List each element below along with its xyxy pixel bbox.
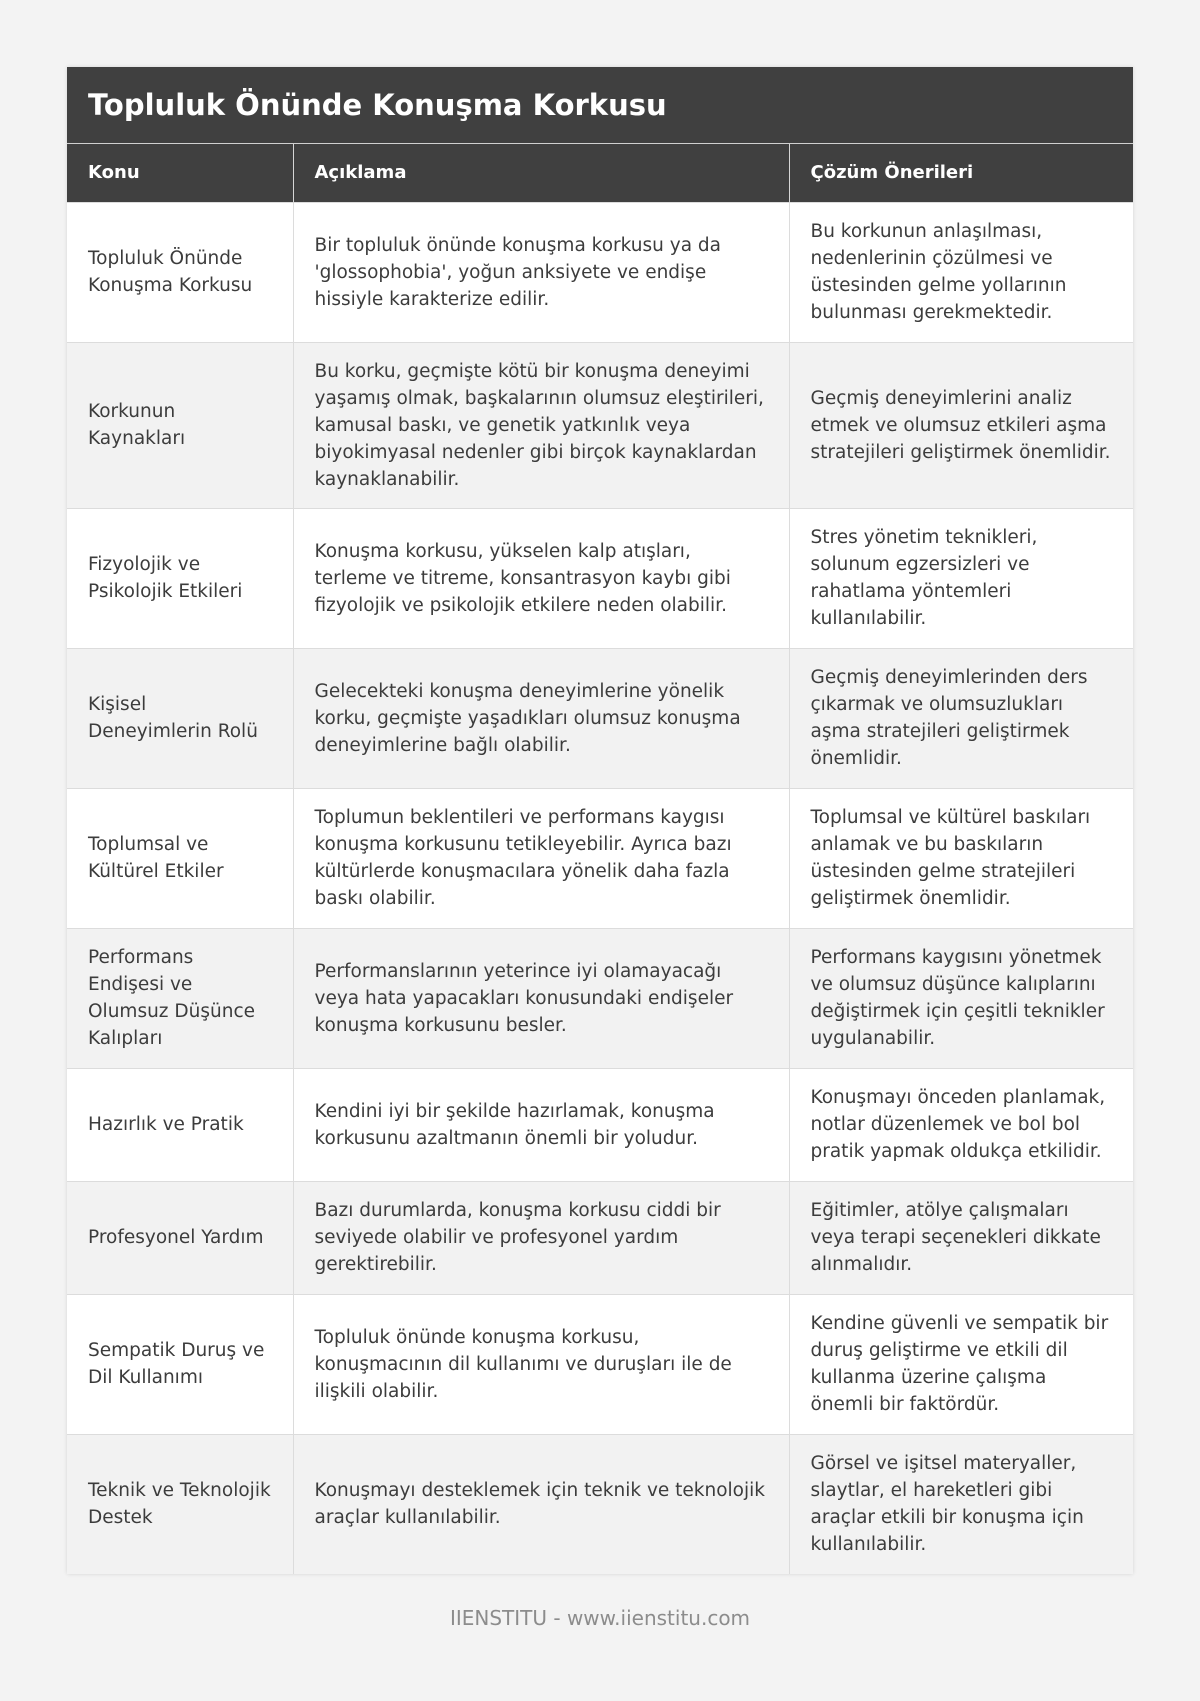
table-row (67, 1434, 1133, 1574)
cell-cozum: Kendine güvenli ve sempatik bir duruş geliştirme ve etkili dil kullanma üzerine çalışma önemli bir faktördür. (789, 1294, 1133, 1434)
table-row (67, 342, 1133, 508)
cell-konu: Kişisel Deneyimlerin Rolü (67, 648, 293, 788)
table-row (67, 648, 1133, 788)
cell-aciklama: Topluluk önünde konuşma korkusu, konuşmacının dil kullanımı ve duruşları ile de ilişkili olabilir. (293, 1294, 789, 1434)
cell-aciklama: Bir topluluk önünde konuşma korkusu ya da 'glossophobia', yoğun anksiyete ve endişe hissiyle karakterize edilir. (293, 202, 789, 342)
footer-credit: IIENSTITU - www.iienstitu.com (449, 1606, 751, 1630)
column-header-cozum: Çözüm Önerileri (789, 144, 1133, 202)
table-row (67, 508, 1133, 648)
cell-cozum: Bu korkunun anlaşılması, nedenlerinin çözülmesi ve üstesinden gelme yollarının bulunması gerekmektedir. (789, 202, 1133, 342)
cell-aciklama: Bazı durumlarda, konuşma korkusu ciddi bir seviyede olabilir ve profesyonel yardım gerektirebilir. (293, 1181, 789, 1294)
table-card (67, 67, 1133, 1574)
cell-cozum: Eğitimler, atölye çalışmaları veya terapi seçenekleri dikkate alınmalıdır. (789, 1181, 1133, 1294)
cell-konu: Korkunun Kaynakları (67, 342, 293, 508)
cell-cozum: Stres yönetim teknikleri, solunum egzersizleri ve rahatlama yöntemleri kullanılabilir. (789, 508, 1133, 648)
cell-cozum: Performans kaygısını yönetmek ve olumsuz düşünce kalıplarını değiştirmek için çeşitli teknikler uygulanabilir. (789, 928, 1133, 1068)
header-row (67, 144, 1133, 202)
cell-cozum: Toplumsal ve kültürel baskıları anlamak ve bu baskıların üstesinden gelme stratejileri geliştirmek önemlidir. (789, 788, 1133, 928)
cell-aciklama: Bu korku, geçmişte kötü bir konuşma deneyimi yaşamış olmak, başkalarının olumsuz eleştirileri, kamusal baskı, ve genetik yatkınlık veya biyokimyasal nedenler gibi birçok kaynaklardan kaynaklanabilir. (293, 342, 789, 508)
cell-konu: Teknik ve Teknolojik Destek (67, 1434, 293, 1574)
table-row (67, 1068, 1133, 1181)
data-table (67, 144, 1133, 1574)
cell-aciklama: Performanslarının yeterince iyi olamayacağı veya hata yapacakları konusundaki endişeler konuşma korkusunu besler. (293, 928, 789, 1068)
cell-konu: Hazırlık ve Pratik (67, 1068, 293, 1181)
table-row (67, 1294, 1133, 1434)
cell-cozum: Görsel ve işitsel materyaller, slaytlar, el hareketleri gibi araçlar etkili bir konuşma için kullanılabilir. (789, 1434, 1133, 1574)
cell-konu: Fizyolojik ve Psikolojik Etkileri (67, 508, 293, 648)
table-row (67, 202, 1133, 342)
cell-konu: Profesyonel Yardım (67, 1181, 293, 1294)
page-title: Topluluk Önünde Konuşma Korkusu (88, 88, 667, 122)
table-row (67, 1181, 1133, 1294)
cell-aciklama: Toplumun beklentileri ve performans kaygısı konuşma korkusunu tetikleyebilir. Ayrıca bazı kültürlerde konuşmacılara yönelik daha fazla baskı olabilir. (293, 788, 789, 928)
cell-konu: Sempatik Duruş ve Dil Kullanımı (67, 1294, 293, 1434)
column-header-konu: Konu (67, 144, 293, 202)
cell-konu: Performans Endişesi ve Olumsuz Düşünce Kalıpları (67, 928, 293, 1068)
column-header-aciklama: Açıklama (293, 144, 789, 202)
cell-konu: Topluluk Önünde Konuşma Korkusu (67, 202, 293, 342)
table-row (67, 788, 1133, 928)
title-bar (67, 67, 1133, 144)
cell-aciklama: Konuşmayı desteklemek için teknik ve teknolojik araçlar kullanılabilir. (293, 1434, 789, 1574)
table-row (67, 928, 1133, 1068)
cell-aciklama: Kendini iyi bir şekilde hazırlamak, konuşma korkusunu azaltmanın önemli bir yoludur. (293, 1068, 789, 1181)
cell-konu: Toplumsal ve Kültürel Etkiler (67, 788, 293, 928)
cell-cozum: Geçmiş deneyimlerinden ders çıkarmak ve olumsuzlukları aşma stratejileri geliştirmek önemlidir. (789, 648, 1133, 788)
cell-aciklama: Gelecekteki konuşma deneyimlerine yönelik korku, geçmişte yaşadıkları olumsuz konuşma deneyimlerine bağlı olabilir. (293, 648, 789, 788)
cell-cozum: Geçmiş deneyimlerini analiz etmek ve olumsuz etkileri aşma stratejileri geliştirmek önemlidir. (789, 342, 1133, 508)
cell-aciklama: Konuşma korkusu, yükselen kalp atışları, terleme ve titreme, konsantrasyon kaybı gibi fizyolojik ve psikolojik etkilere neden olabilir. (293, 508, 789, 648)
cell-cozum: Konuşmayı önceden planlamak, notlar düzenlemek ve bol bol pratik yapmak oldukça etkilidir. (789, 1068, 1133, 1181)
